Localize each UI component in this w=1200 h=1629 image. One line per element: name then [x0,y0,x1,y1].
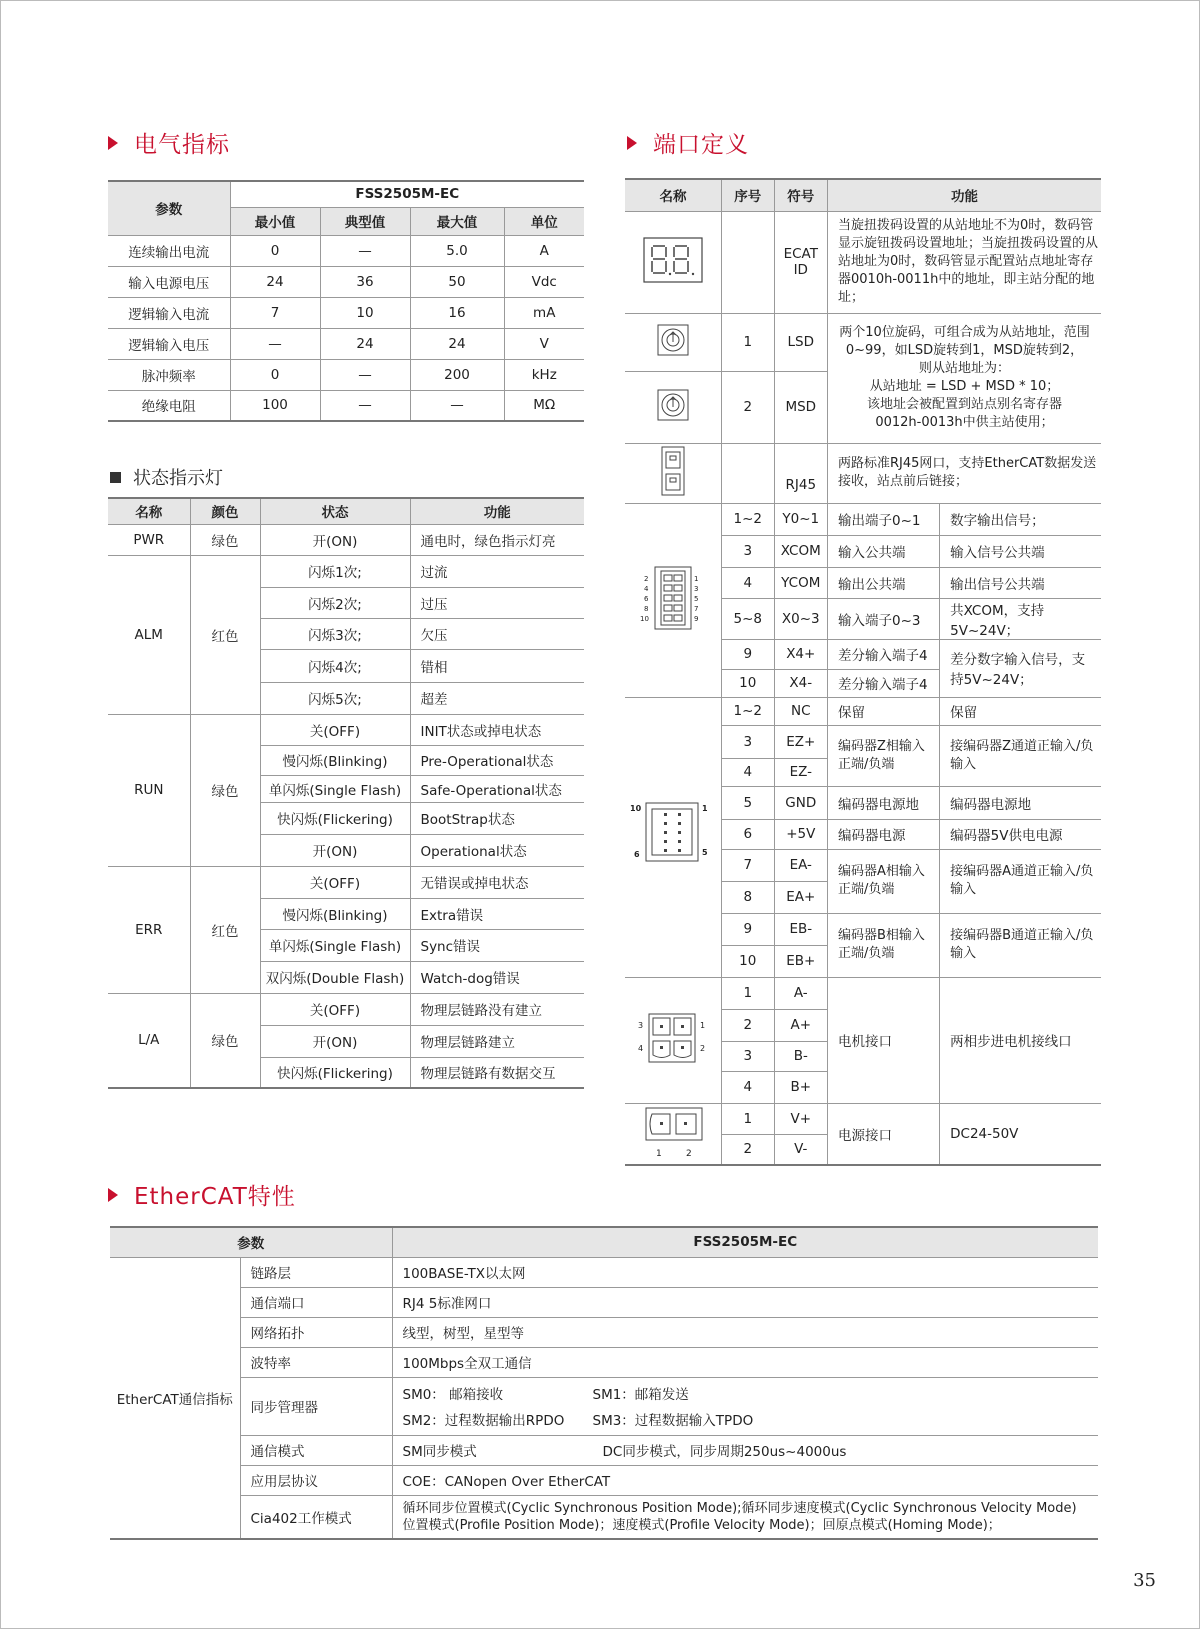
table-row: 7 EA- 编码器A相输入正端/负端 接编码器A通道正输入/负输入 [625,849,1101,881]
col-max: 最大值 [410,207,504,235]
triangle-bullet-icon [108,136,118,150]
group-label: EtherCAT通信指标 [110,1257,240,1539]
table-row: 3 XCOM 输入公共端 输入信号公共端 [625,535,1101,567]
table-row: 9 X4+ 差分输入端子4 差分数字输入信号，支持5V~24V； [625,639,1101,669]
table-row: 通信端口 RJ4 5标准网口 [110,1287,1098,1317]
page-number: 35 [1133,1570,1156,1591]
table-row: 10 X4- 差分输入端子4 [625,669,1101,697]
table-row: 2 A+ [625,1009,1101,1041]
table-row: RUN 绿色 关(OFF) INIT状态或掉电状态 [108,714,584,745]
ethercat-title: EtherCAT特性 [134,1184,296,1210]
col-min: 最小值 [230,207,320,235]
encoder-connector-icon [625,697,722,977]
table-row: 绝缘电阻 100 — — MΩ [108,390,584,421]
table-row: 慢闪烁(Blinking) Extra错误 [108,898,584,929]
svg-text:1: 1 [656,1148,662,1159]
svg-text:8: 8 [644,605,649,613]
status-led-table [108,497,584,1089]
col-func: 功能 [410,498,584,524]
triangle-bullet-icon [627,136,637,150]
msd-row: 2 MSD [625,371,1101,443]
svg-text:5: 5 [694,595,699,603]
ethercat-section-title [108,1178,296,1211]
table-row: 网络拓扑 线型，树型，星型等 [110,1317,1098,1347]
col-func: 功能 [828,179,1102,211]
table-row: 1 2 1 V+ 电源接口 DC24-50V [625,1103,1101,1134]
table-row: 开(ON) Operational状态 [108,834,584,866]
ports-title: 端口定义 [653,132,749,158]
table-row: ALM 红色 闪烁1次; 过流 [108,555,584,587]
table-row: 连续输出电流 0 — 5.0 A [108,235,584,266]
svg-text:6: 6 [644,595,649,603]
table-row: 3 B- [625,1041,1101,1071]
svg-text:3: 3 [638,1021,644,1030]
table-row: 3 1 4 2 1 A- 电机接口 两相步进电机接线口 [625,977,1101,1009]
table-row: 4 B+ [625,1071,1101,1103]
table-row: 4 EZ- [625,758,1101,786]
table-row: 同步管理器 SM0： 邮箱接收 SM1：邮箱发送 SM2：过程数据输出RPDO SM3：过程数据输入TPDO [110,1377,1098,1435]
io-connector-icon [625,503,722,697]
svg-text:5: 5 [702,848,708,857]
rotary-description: 两个10位旋码，可组合成为从站地址，范围 0~99，如LSD旋转到1，MSD旋转到2， 则从站地址为： 从站地址 = LSD + MSD * 10； 该地址会被配置到站点别名寄存器 0012h-0013h中供主站使用； [828,313,1102,443]
svg-text:4: 4 [638,1044,644,1053]
svg-text:7: 7 [694,605,699,613]
col-name: 名称 [625,179,722,211]
rj45-port-icon [625,443,722,503]
table-row: 5~8 X0~3 输入端子0~3 共XCOM，支持5V~24V； [625,598,1101,639]
table-row: 3 EZ+ 编码器Z相输入正端/负端 接编码器Z通道正输入/负输入 [625,725,1101,758]
table-row: 快闪烁(Flickering) BootStrap状态 [108,802,584,834]
col-state: 状态 [260,498,410,524]
table-row: 单闪烁(Single Flash) Safe-Operational状态 [108,775,584,802]
table-row: 9 EB- 编码器B相输入正端/负端 接编码器B通道正输入/负输入 [625,913,1101,945]
table-row: 快闪烁(Flickering) 物理层链路有数据交互 [108,1057,584,1088]
svg-text:4: 4 [644,585,649,593]
table-row: 脉冲频率 0 — 200 kHz [108,359,584,390]
col-typ: 典型值 [320,207,410,235]
status-section-title [110,464,223,490]
col-no: 序号 [722,179,775,211]
svg-text:9: 9 [694,615,699,623]
power-connector-icon [625,1103,722,1165]
table-row: 逻辑输入电压 — 24 24 V [108,328,584,359]
rotary-switch-icon [625,371,722,443]
table-row: 慢闪烁(Blinking) Pre-Operational状态 [108,745,584,775]
table-row: 闪烁5次; 超差 [108,682,584,714]
svg-text:2: 2 [686,1148,692,1159]
ethercat-table [110,1226,1098,1540]
table-row: 8 EA+ [625,881,1101,913]
svg-text:2: 2 [700,1044,706,1053]
param-header: 参数 [110,1227,392,1257]
svg-text:10: 10 [640,615,649,623]
svg-text:10: 10 [630,804,642,813]
table-row: 双闪烁(Double Flash) Watch-dog错误 [108,961,584,993]
model-header: FSS2505M-EC [230,181,584,207]
sync-manager-grid: SM0： 邮箱接收 SM1：邮箱发送 SM2：过程数据输出RPDO SM3：过程数据输入TPDO [402,1387,754,1429]
table-row: 开(ON) 物理层链路建立 [108,1025,584,1057]
table-row: 闪烁3次; 欠压 [108,618,584,649]
table-row: 闪烁4次; 错相 [108,649,584,682]
table-row: 2 V- [625,1134,1101,1165]
ecat-id-row: ECAT ID 当旋扭拨码设置的从站地址不为0时，数码管显示旋钮拨码设置地址；当旋扭拨码设置的从站地址为0时，数码管显示配置站点地址寄存器0010h-0011h中的地址，即主站分配的地址； [625,211,1101,313]
rj45-row: RJ45 两路标准RJ45网口，支持EtherCAT数据发送接收，站点前后链接； [625,443,1101,503]
svg-text:1: 1 [694,575,699,583]
table-row: ERR 红色 关(OFF) 无错误或掉电状态 [108,866,584,898]
table-row: 应用层协议 COE：CANopen Over EtherCAT [110,1465,1098,1495]
param-header: 参数 [108,181,230,235]
lsd-row: 1 LSD 两个10位旋码，可组合成为从站地址，范围 0~99，如LSD旋转到1，MSD旋转到2， 则从站地址为： 从站地址 = LSD + MSD * 10； 该地址会被配置到站点别名寄存器 0012h-0013h中供主站使用； [625,313,1101,371]
table-row: 逻辑输入电流 7 10 16 mA [108,297,584,328]
table-row: 输入电源电压 24 36 50 Vdc [108,266,584,297]
svg-text:3: 3 [694,585,699,593]
table-row: 单闪烁(Single Flash) Sync错误 [108,929,584,961]
table-row: 5 GND 编码器电源地 编码器电源地 [625,786,1101,819]
seven-segment-display-icon [625,211,722,313]
table-row: 通信模式 SM同步模式 DC同步模式，同步周期250us~4000us [110,1435,1098,1465]
rotary-switch-icon [625,313,722,371]
port-definition-table [625,178,1101,1166]
table-row: PWR 绿色 开(ON) 通电时，绿色指示灯亮 [108,524,584,555]
electrical-section-title [108,126,230,159]
col-name: 名称 [108,498,190,524]
col-unit: 单位 [504,207,584,235]
triangle-bullet-icon [108,1188,118,1202]
table-row: 闪烁2次; 过压 [108,587,584,618]
motor-connector-icon [625,977,722,1103]
electrical-table [108,180,584,422]
svg-text:2: 2 [644,575,649,583]
electrical-title: 电气指标 [134,132,230,158]
svg-text:6: 6 [634,850,640,859]
table-row: 2 4 6 8 10 1 3 5 7 9 1~2 Y0~1 输出端子0~1 数字输出信号； [625,503,1101,535]
table-row: 6 +5V 编码器电源 编码器5V供电电源 [625,819,1101,849]
table-row: Cia402工作模式 循环同步位置模式(Cyclic Synchronous Position Mode);循环同步速度模式(Cyclic Synchronous Velocity Mode) 位置模式(Profile Position Mode)；速度模式(Profile Velocity Mode)；回原点模式(Homing Mode)； [110,1495,1098,1539]
svg-text:1: 1 [700,1021,706,1030]
table-row: L/A 绿色 关(OFF) 物理层链路没有建立 [108,993,584,1025]
ports-section-title [627,126,749,159]
table-row: 10 EB+ [625,945,1101,977]
table-row: 4 YCOM 输出公共端 输出信号公共端 [625,567,1101,598]
col-sym: 符号 [774,179,827,211]
col-color: 颜色 [190,498,260,524]
svg-text:1: 1 [702,804,708,813]
model-header: FSS2505M-EC [392,1227,1098,1257]
status-title: 状态指示灯 [133,468,223,489]
table-row: 波特率 100Mbps全双工通信 [110,1347,1098,1377]
table-row: EtherCAT通信指标 链路层 100BASE-TX以太网 [110,1257,1098,1287]
table-row: 10 1 6 5 1~2 NC 保留 保留 [625,697,1101,725]
square-bullet-icon [110,472,121,483]
